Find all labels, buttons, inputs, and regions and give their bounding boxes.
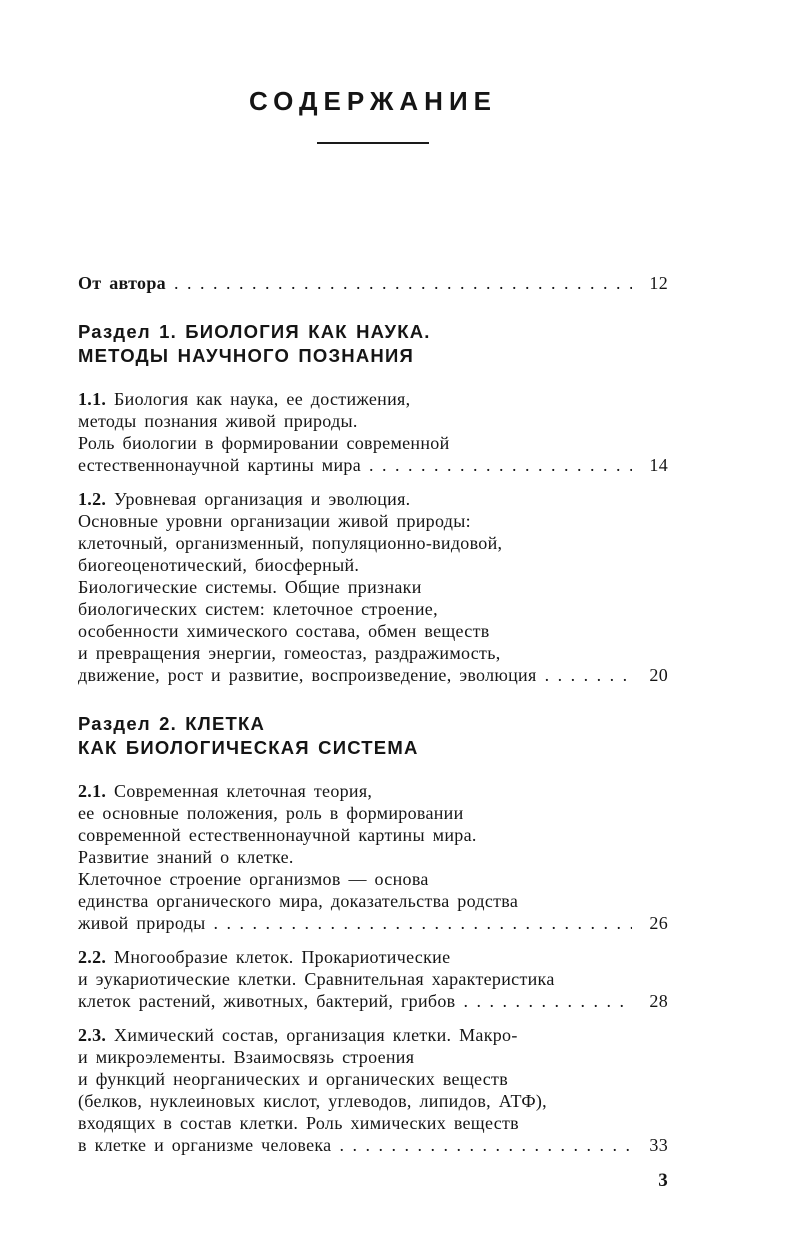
- item-line: входящих в состав клетки. Роль химических веществ: [78, 1113, 519, 1133]
- folio-page-number: 3: [658, 1170, 668, 1191]
- dot-leader: [545, 664, 632, 686]
- item-line: Клеточное строение организмов — основа: [78, 869, 429, 889]
- item-text: в клетке и организме человека: [78, 1135, 332, 1155]
- item-line: Развитие знаний о клетке.: [78, 847, 294, 867]
- item-number: 2.3.: [78, 1025, 107, 1045]
- dot-leader: [339, 1134, 632, 1156]
- entry-page-number: 33: [649, 1135, 668, 1155]
- item-line: ее основные положения, роль в формировании: [78, 803, 464, 823]
- section-heading-line: Раздел 1. БИОЛОГИЯ КАК НАУКА.: [78, 321, 431, 342]
- item-line: и эукариотические клетки. Сравнительная характеристика: [78, 969, 555, 989]
- section-heading-line: КАК БИОЛОГИЧЕСКАЯ СИСТЕМА: [78, 737, 419, 758]
- item-last-line: [78, 454, 668, 476]
- item-text: клеток растений, животных, бактерий, грибов: [78, 991, 456, 1011]
- toc-item-1-1: [78, 388, 668, 476]
- dot-leader: [463, 990, 632, 1012]
- item-text: Уровневая организация и эволюция.: [114, 489, 411, 509]
- item-line: методы познания живой природы.: [78, 411, 358, 431]
- item-number: 2.2.: [78, 947, 107, 967]
- item-line: Роль биологии в формировании современной: [78, 433, 450, 453]
- dot-leader: [213, 912, 632, 934]
- item-last-line: [78, 664, 668, 686]
- item-line: [78, 946, 668, 968]
- item-line: Основные уровни организации живой природы:: [78, 511, 471, 531]
- item-line: особенности химического состава, обмен веществ: [78, 621, 490, 641]
- item-line: и микроэлементы. Взаимосвязь строения: [78, 1047, 415, 1067]
- item-line: Биологические системы. Общие признаки: [78, 577, 422, 597]
- item-number: 2.1.: [78, 781, 107, 801]
- item-line: современной естественнонаучной картины мира.: [78, 825, 477, 845]
- title-rule: [317, 142, 429, 144]
- item-number: 1.1.: [78, 389, 107, 409]
- item-line: клеточный, организменный, популяционно-видовой,: [78, 533, 503, 553]
- item-last-line: [78, 912, 668, 934]
- toc-item-1-2: [78, 488, 668, 686]
- dot-leader: [369, 454, 632, 476]
- item-line: и функций неорганических и органических веществ: [78, 1069, 509, 1089]
- item-text: Многообразие клеток. Прокариотические: [114, 947, 451, 967]
- entry-page-number: 12: [649, 273, 668, 293]
- item-last-line: [78, 990, 668, 1012]
- section-heading-line: МЕТОДЫ НАУЧНОГО ПОЗНАНИЯ: [78, 345, 414, 366]
- item-line: единства органического мира, доказательства родства: [78, 891, 519, 911]
- toc-item-2-1: [78, 780, 668, 934]
- entry-page-number: 26: [649, 913, 668, 933]
- section-heading-line: Раздел 2. КЛЕТКА: [78, 713, 266, 734]
- entry-page-number: 14: [649, 455, 668, 475]
- item-number: 1.2.: [78, 489, 107, 509]
- toc-item-2-3: [78, 1024, 668, 1156]
- item-line: [78, 388, 668, 410]
- item-text: Современная клеточная теория,: [114, 781, 373, 801]
- dot-leader: [174, 272, 632, 294]
- item-line: [78, 488, 668, 510]
- item-line: и превращения энергии, гомеостаз, раздражимость,: [78, 643, 501, 663]
- page-title: СОДЕРЖАНИЕ: [249, 86, 497, 116]
- entry-page-number: 28: [649, 991, 668, 1011]
- section-heading-2: [78, 712, 668, 760]
- toc-entry-author: [78, 272, 668, 294]
- item-line: (белков, нуклеиновых кислот, углеводов, липидов, АТФ),: [78, 1091, 547, 1111]
- item-text: Биология как наука, ее достижения,: [114, 389, 411, 409]
- entry-page-number: 20: [649, 665, 668, 685]
- item-text: естественнонаучной картины мира: [78, 455, 362, 475]
- section-heading-1: [78, 320, 668, 368]
- item-line: биогеоценотический, биосферный.: [78, 555, 360, 575]
- item-line: [78, 1024, 668, 1046]
- item-text: Химический состав, организация клетки. Макро-: [114, 1025, 518, 1045]
- toc-item-2-2: [78, 946, 668, 1012]
- item-text: движение, рост и развитие, воспроизведение, эволюция: [78, 665, 537, 685]
- entry-label: От автора: [78, 273, 166, 293]
- item-last-line: [78, 1134, 668, 1156]
- item-text: живой природы: [78, 913, 206, 933]
- item-line: биологических систем: клеточное строение,: [78, 599, 438, 619]
- item-line: [78, 780, 668, 802]
